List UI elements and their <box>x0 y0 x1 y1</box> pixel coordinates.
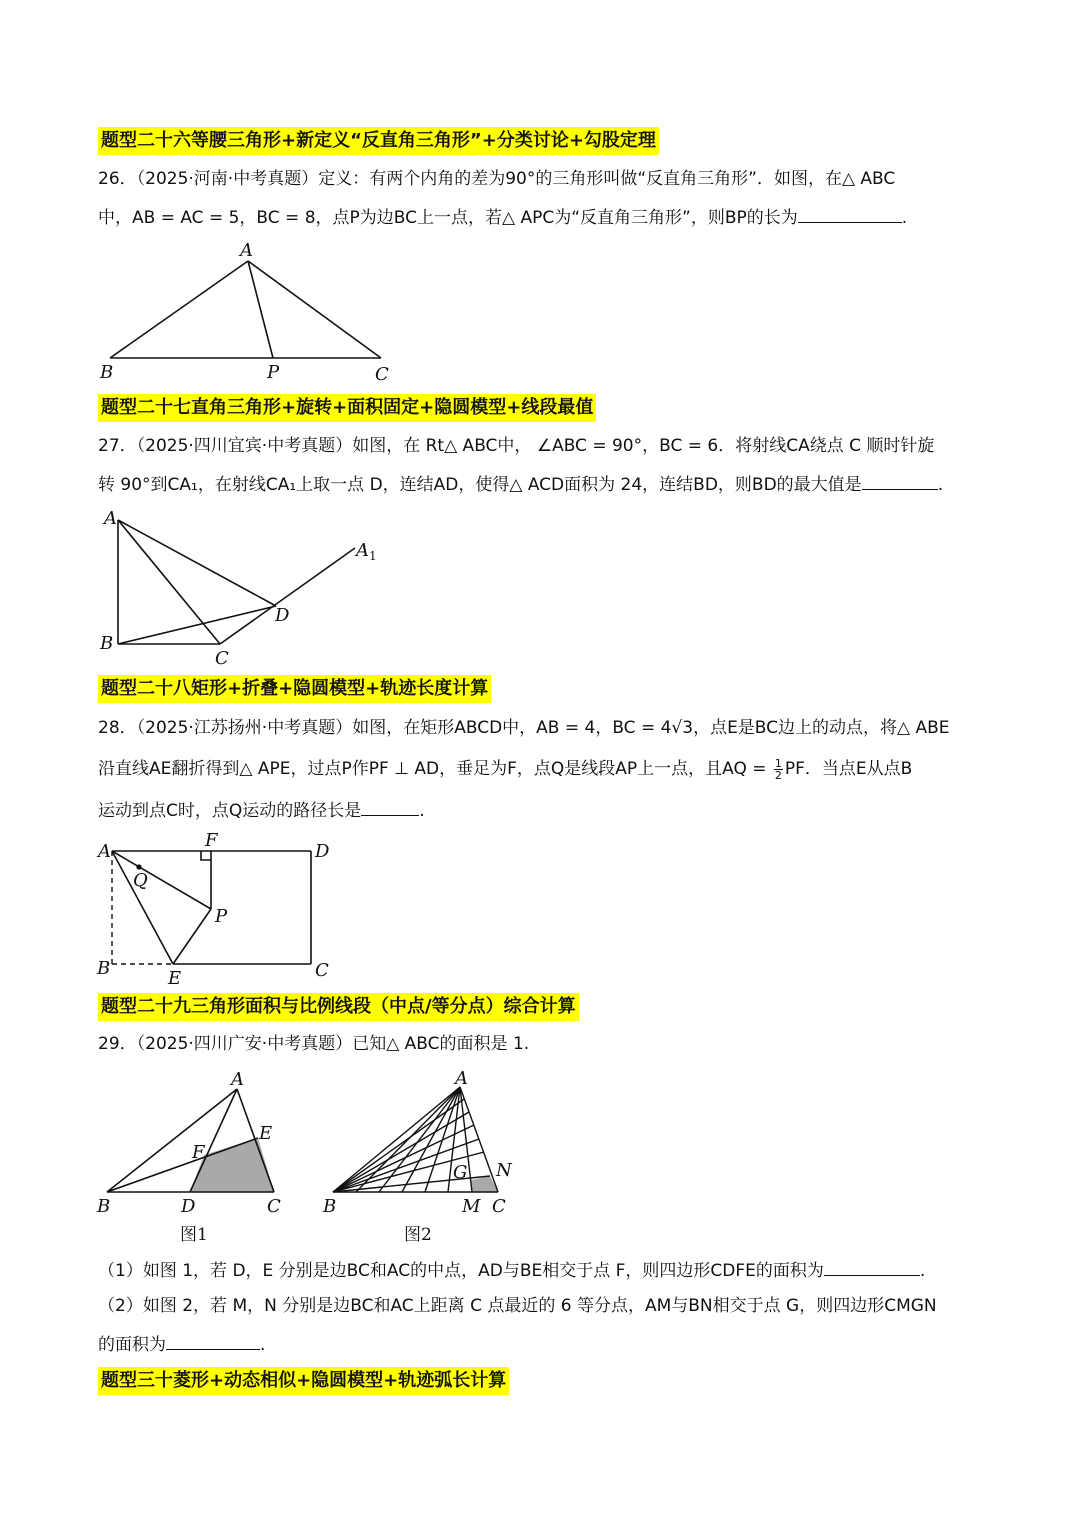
label-C: C <box>315 960 329 981</box>
q28-line3: 运动到点C时，点Q运动的路径长是 . <box>98 797 425 823</box>
label-E: E <box>259 1123 273 1144</box>
label-A: A <box>455 1068 468 1089</box>
q29-sub1: （1）如图 1，若 D，E 分别是边BC和AC的中点，AD与BE相交于点 F，则四边形CDFE的面积为 . <box>98 1257 925 1283</box>
answer-blank[interactable] <box>824 1257 920 1276</box>
q29-line1: 29．（2025·四川广安·中考真题）已知△ ABC的面积是 1. <box>98 1034 530 1054</box>
label-F: F <box>205 830 218 851</box>
label-Q: Q <box>133 870 148 891</box>
label-F: F <box>192 1142 205 1163</box>
q26-line1: 26．（2025·河南·中考真题）定义：有两个内角的差为90°的三角形叫做“反直角三角形”．如图，在△ ABC <box>98 169 896 189</box>
label-B: B <box>100 362 114 383</box>
section-heading-27: 题型二十七直角三角形+旋转+面积固定+隐圆模型+线段最值 <box>98 394 596 422</box>
q29-sub2-line2: 的面积为 . <box>98 1331 265 1357</box>
label-A: A <box>104 508 117 529</box>
label-C: C <box>375 364 389 385</box>
label-D: D <box>275 605 290 626</box>
label-P: P <box>267 362 280 383</box>
label-B: B <box>97 1196 111 1217</box>
label-C: C <box>492 1196 506 1217</box>
label-G: G <box>453 1162 468 1183</box>
label-A: A <box>231 1069 244 1090</box>
label-P: P <box>215 906 228 927</box>
fraction-one-half: $\frac{1}{2}$ <box>774 756 782 782</box>
label-B: B <box>323 1196 337 1217</box>
section-heading-29: 题型二十九三角形面积与比例线段（中点/等分点）综合计算 <box>98 993 579 1021</box>
answer-blank[interactable] <box>166 1331 260 1350</box>
q29-sub2-line1: （2）如图 2，若 M，N 分别是边BC和AC上距离 C 点最近的 6 等分点，AM与BN相交于点 G，则四边形CMGN <box>98 1296 937 1316</box>
q27-line1: 27．（2025·四川宜宾·中考真题）如图，在 Rt△ ABC中， ∠ABC = 90°，BC = 6．将射线CA绕点 C 顺时针旋 <box>98 436 935 456</box>
label-C: C <box>267 1196 281 1217</box>
label-A: A <box>98 841 111 862</box>
label-N: N <box>496 1160 512 1181</box>
section-heading-28: 题型二十八矩形+折叠+隐圆模型+轨迹长度计算 <box>98 675 491 703</box>
label-A1: A <box>356 540 369 561</box>
label-A: A <box>240 240 253 261</box>
q27-line2: 转 90°到CA₁，在射线CA₁上取一点 D，连结AD，使得△ ACD面积为 24，连结BD，则BD的最大值是 . <box>98 471 943 497</box>
section-heading-26: 题型二十六等腰三角形+新定义“反直角三角形”+分类讨论+勾股定理 <box>98 127 659 155</box>
label-D: D <box>181 1196 196 1217</box>
q26-line2: 中，AB = AC = 5，BC = 8，点P为边BC上一点，若△ APC为“反直角三角形”，则BP的长为 . <box>98 204 907 230</box>
label-E: E <box>168 968 182 989</box>
q28-line1: 28．（2025·江苏扬州·中考真题）如图，在矩形ABCD中，AB = 4，BC = 4√3，点E是BC边上的动点，将△ ABE <box>98 718 950 738</box>
figure-2-caption: 图2 <box>404 1225 432 1245</box>
label-D: D <box>315 841 330 862</box>
label-B: B <box>97 958 111 979</box>
section-heading-30: 题型三十菱形+动态相似+隐圆模型+轨迹弧长计算 <box>98 1367 509 1395</box>
label-A1-sub: 1 <box>369 549 377 563</box>
label-M: M <box>462 1196 481 1217</box>
label-B: B <box>100 633 114 654</box>
q28-line2: 沿直线AE翻折得到△ APE，过点P作PF ⊥ AD，垂足为F，点Q是线段AP上一点，且AQ = $\frac{1}{2}$ PF．当点E从点B <box>98 756 913 782</box>
figure-1-caption: 图1 <box>180 1225 208 1245</box>
label-C: C <box>215 648 229 669</box>
